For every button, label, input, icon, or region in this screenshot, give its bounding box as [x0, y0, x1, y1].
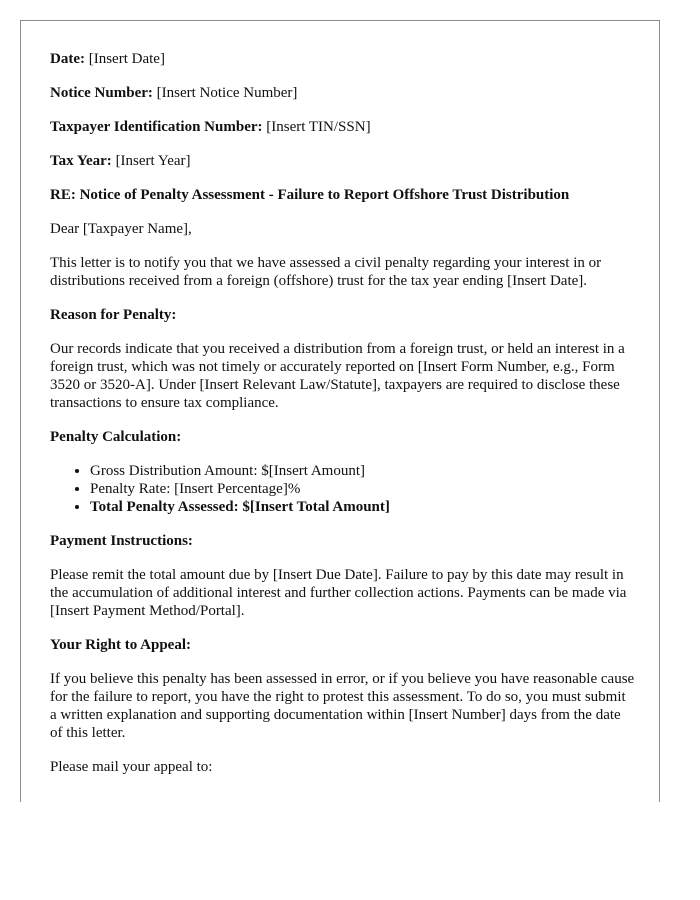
- date-label: Date:: [50, 51, 85, 67]
- tax-year-line: [50, 152, 636, 170]
- reason-heading: Reason for Penalty:: [50, 307, 177, 323]
- reason-paragraph: Our records indicate that you received a distribution from a foreign trust, or held an interest in a foreign trust, which was not timely or accurately reported on [Insert Form Number, e.g., Form 3520 or 3520-A]. Under [Insert Relevant Law/Statute], taxpayers are required to disclose these transactions to ensure tax compliance.: [50, 341, 625, 411]
- tax-year-value: [Insert Year]: [111, 153, 191, 169]
- tin-value: [Insert TIN/SSN]: [262, 119, 371, 135]
- payment-paragraph: Please remit the total amount due by [Insert Due Date]. Failure to pay by this date may result in the accumulation of additional interest and further collection actions. Payments can be made via [Insert Payment Method/Portal].: [50, 567, 627, 619]
- mail-appeal-line: Please mail your appeal to:: [50, 759, 213, 775]
- tax-year-label: Tax Year:: [50, 153, 112, 169]
- list-item-gross-distribution: • Gross Distribution Amount: $[Insert Amount]: [90, 462, 636, 480]
- notice-number-label: Notice Number:: [50, 85, 153, 101]
- appeal-paragraph: If you believe this penalty has been assessed in error, or if you believe you have reasonable cause for the failure to report, you have the right to protest this assessment. To do so, you must submit a written explanation and supporting documentation within [Insert Number] days from the date of this letter.: [50, 671, 635, 741]
- notice-number-value: [Insert Notice Number]: [152, 85, 298, 101]
- penalty-calculation-list: [50, 462, 636, 516]
- date-line: [50, 50, 636, 68]
- subject-line: RE: Notice of Penalty Assessment - Failure to Report Offshore Trust Distribution: [50, 187, 570, 203]
- list-item-total-penalty: • Total Penalty Assessed: $[Insert Total Amount]: [90, 498, 636, 516]
- intro-paragraph: This letter is to notify you that we have assessed a civil penalty regarding your interest in or distributions received from a foreign (offshore) trust for the tax year ending [Insert Date].: [50, 255, 602, 289]
- list-item-penalty-rate: • Penalty Rate: [Insert Percentage]%: [90, 480, 636, 498]
- letter-page: [20, 20, 660, 802]
- notice-number-line: [50, 84, 636, 102]
- tin-label: Taxpayer Identification Number:: [50, 119, 263, 135]
- tin-line: [50, 118, 636, 136]
- salutation: Dear [Taxpayer Name],: [50, 221, 192, 237]
- appeal-heading: Your Right to Appeal:: [50, 637, 191, 653]
- letter-body: [50, 50, 636, 792]
- payment-heading: Payment Instructions:: [50, 533, 193, 549]
- date-value: [Insert Date]: [84, 51, 165, 67]
- calculation-heading: Penalty Calculation:: [50, 429, 182, 445]
